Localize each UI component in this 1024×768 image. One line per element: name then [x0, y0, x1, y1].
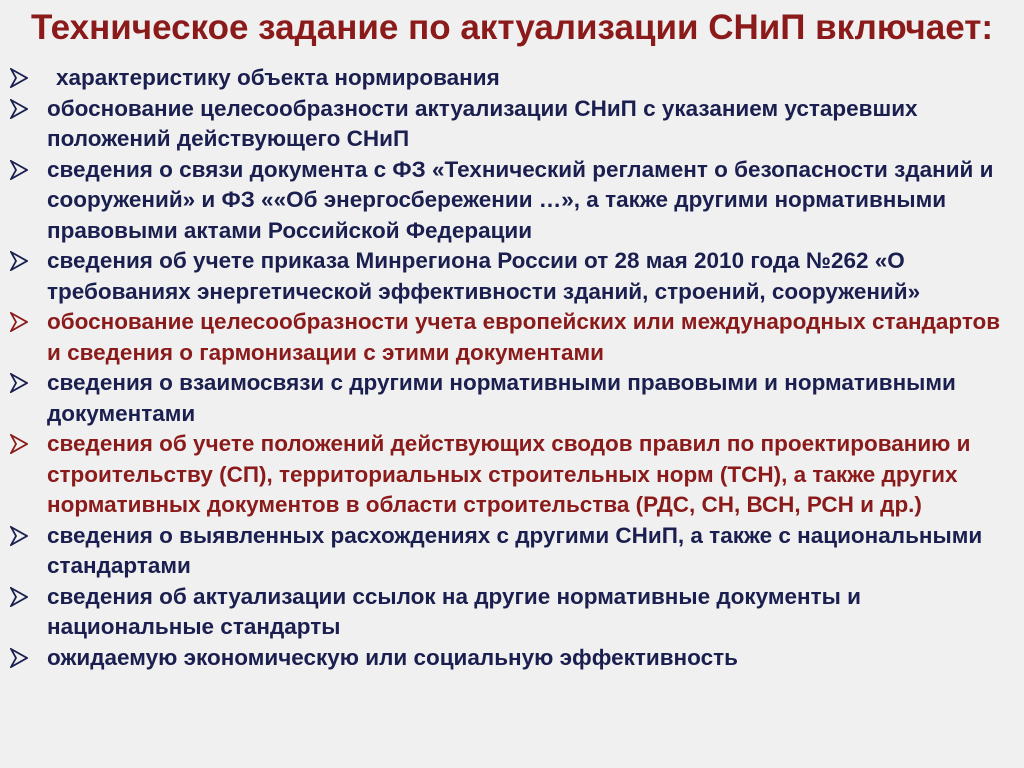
- list-item-text: обоснование целесообразности актуализации СНиП с указанием устаревших положений действующего СНиП: [47, 95, 918, 151]
- arrowhead-bullet-icon: [10, 68, 28, 88]
- list-item-text: сведения об учете приказа Минрегиона России от 28 мая 2010 года №262 «О требованиях энергетической эффективности зданий, строений, сооружений»: [47, 248, 921, 304]
- list-item-text: сведения о связи документа с ФЗ «Технический регламент о безопасности зданий и сооружений» и ФЗ ««Об энергосбережении …», а также другими нормативными правовыми актами Российской Федерации: [47, 156, 994, 243]
- list-item: [0, 94, 1010, 155]
- slide-title: Техническое задание по актуализации СНиП включает:: [30, 8, 994, 47]
- arrowhead-bullet-icon: [10, 526, 28, 546]
- list-item-text: характеристику объекта нормирования: [56, 65, 500, 90]
- list-item: [0, 155, 1010, 247]
- arrowhead-bullet-icon: [10, 312, 28, 332]
- list-item-text: ожидаемую экономическую или социальную эффективность: [47, 644, 738, 670]
- list-item-text: сведения о выявленных расхождениях с другими СНиП, а также с национальными стандартами: [47, 522, 983, 578]
- list-item: [0, 582, 1010, 643]
- arrowhead-bullet-icon: [10, 251, 28, 271]
- list-item-text: обоснование целесообразности учета европейских или международных стандартов и сведения о гармонизации с этими документами: [47, 309, 1001, 365]
- list-item: [0, 643, 1010, 674]
- list-item: [0, 368, 1010, 429]
- list-item: [0, 429, 1010, 521]
- requirements-list: [0, 63, 1010, 673]
- arrowhead-bullet-icon: [10, 434, 28, 454]
- list-item: [0, 246, 1010, 307]
- list-item-text: сведения о взаимосвязи с другими нормативными правовыми и нормативными документами: [47, 370, 956, 426]
- arrowhead-bullet-icon: [10, 648, 28, 668]
- list-item-text: сведения об учете положений действующих сводов правил по проектированию и строительству (СП), территориальных строительных норм (ТСН), а также других нормативных документов в области строительства (РДС, СН, ВСН, РСН и др.): [47, 431, 971, 517]
- list-item: [0, 63, 1010, 94]
- arrowhead-bullet-icon: [10, 160, 28, 180]
- arrowhead-bullet-icon: [10, 99, 28, 119]
- list-item-text: сведения об актуализации ссылок на другие нормативные документы и национальные стандарты: [47, 583, 861, 639]
- arrowhead-bullet-icon: [10, 373, 28, 393]
- list-item: [0, 521, 1010, 582]
- list-item: [0, 307, 1010, 368]
- arrowhead-bullet-icon: [10, 587, 28, 607]
